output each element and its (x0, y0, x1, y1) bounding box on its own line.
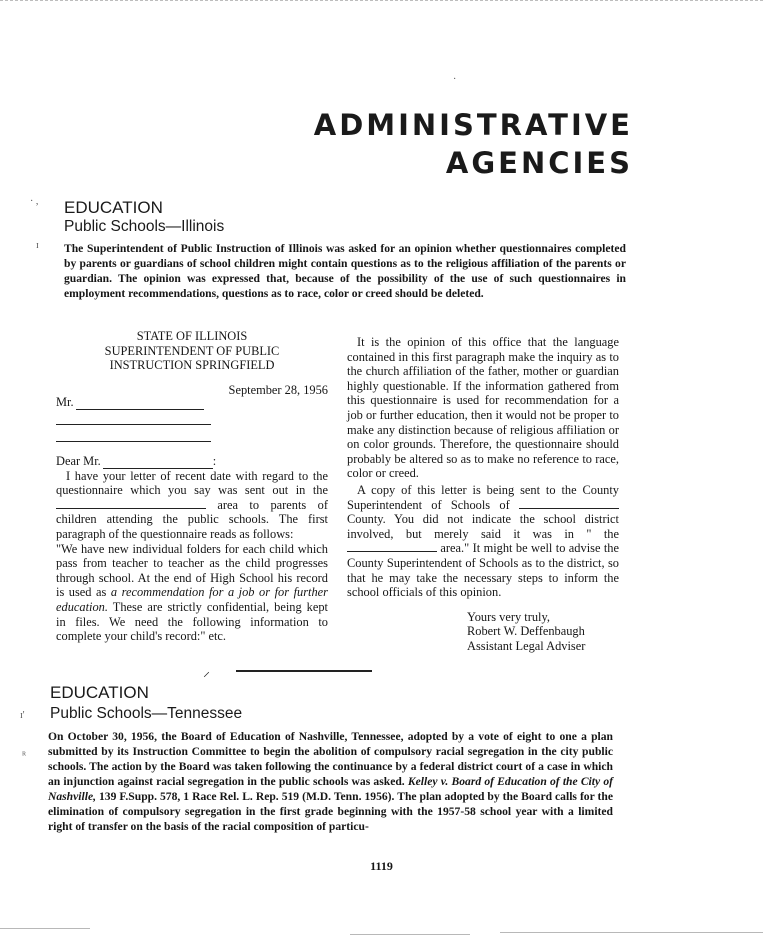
letter-opinion-paragraph: It is the opinion of this office that the language contained in this first paragraph make the inquiry as to the church affiliation of the father, mother or guardian highly questionable. If the information gathered from this questionnaire is used for recommendation for a job or further education, then it would not be proper to make any distinction because of religious affiliation or on color grounds. Therefore, the questionnaire should probably be altered so as to make no reference to race, color or creed. (347, 335, 619, 481)
letter-para1-part-a: I have your letter of recent date with regard to the questionnaire which you say was sent out in the (56, 468, 328, 498)
quote-part-a: "We have new individual folders for each child which pass from teacher to teacher as the child progresses through school. At the end of High School his record is used as (56, 541, 328, 600)
page-title-line2: AGENCIES (445, 146, 633, 180)
area-blank (56, 498, 206, 509)
margin-mark: ᴿ (22, 750, 27, 761)
letterhead-line1: STATE OF ILLINOIS (136, 329, 248, 343)
scan-edge-line (500, 932, 763, 933)
letterhead-line3: INSTRUCTION SPRINGFIELD (109, 358, 275, 373)
separator-mark: ⸝ (203, 665, 210, 680)
salutation-blank (103, 458, 213, 469)
section1-summary: The Superintendent of Public Instruction of Illinois was asked for an opinion whether questionnaires completed by parents or guardians of school children might contain questions as to the religious affiliation of the parents or guardian. The opinion was expressed that, because of the possibility of the use of such questionnaires in employment recommendations, questions as to race, color or creed should be deleted. (64, 242, 626, 300)
section2-text-a: On October 30, 1956, the Board of Education of Nashville, Tennessee, adopted by a vote of eight to one a plan submitted by its Instruction Committee to begin the abolition of compulsory racial segregation in the city public schools. The action by the Board was taken following the continuance by a federal district court of a case in which an injunction against racial segregation in the public schools was asked. (48, 730, 613, 788)
letter-closing: Yours very truly, (467, 609, 550, 624)
county-blank (519, 498, 619, 509)
stray-mark: · (453, 74, 457, 85)
scan-edge-line (350, 934, 470, 935)
signer-title: Assistant Legal Adviser (467, 638, 586, 653)
copy-para-part-a: A copy of this letter is being sent to the County Superintendent of Schools of (347, 482, 619, 512)
questionnaire-quote (56, 542, 328, 644)
margin-mark: ɪ' (20, 710, 25, 721)
addressee-blank (76, 399, 204, 410)
section1-heading: EDUCATION (64, 198, 163, 217)
copy-para-part-b: County. You did not indicate the school district involved, but merely said it was in " the (347, 512, 619, 541)
copy-para-part-c: area." It might be well to advise the County Superintendent of Schools as to the district, so that he may take the necessary steps to inform the school officials of this opinion. (347, 541, 619, 600)
address-blank-line (56, 410, 211, 425)
letter-right-column (347, 335, 619, 653)
letter-date: September 28, 1956 (228, 382, 328, 397)
salutation-suffix: : (212, 453, 217, 468)
section2-heading: EDUCATION (50, 683, 149, 702)
quote-italic: a recommendation for a job or for further education. (56, 585, 328, 614)
margin-mark: ɪ (36, 240, 39, 251)
quote-part-b: These are strictly confidential, being kept in files. We need the following information to complete your child's record:" etc. (56, 599, 329, 644)
addressee-line (56, 395, 328, 410)
salutation-prefix: Dear Mr. (56, 453, 101, 468)
addressee-prefix: Mr. (56, 395, 74, 410)
letter-paragraph-1 (56, 469, 328, 542)
section-separator (236, 670, 372, 672)
page-title-line1: ADMINISTRATIVE (313, 108, 633, 142)
letter-left-column (56, 329, 328, 644)
scan-edge-line (0, 928, 90, 929)
address-blank-line (56, 427, 211, 442)
letterhead-line2: SUPERINTENDENT OF PUBLIC (104, 343, 280, 358)
page-number: 1119 (370, 859, 393, 873)
page-top-edge (0, 0, 763, 2)
margin-mark: · , (30, 196, 39, 207)
section2-body (48, 729, 613, 834)
signer-name: Robert W. Deffenbaugh (467, 624, 585, 639)
salutation-line (56, 454, 328, 469)
section1-subheading: Public Schools—Illinois (64, 218, 225, 235)
section2-text-b: 139 F.Supp. 578, 1 Race Rel. L. Rep. 519 (M.D. Tenn. 1956). The plan adopted by the Board calls for the elimination of compulsory segregation in the first grade beginning with the 1957-58 school year with a limited right of transfer on the basis of the racial composition of particu- (48, 790, 613, 833)
letter-copy-paragraph (347, 483, 619, 600)
section2-subheading: Public Schools—Tennessee (50, 705, 243, 722)
case-citation: Kelley v. Board of Education of the City of Nashville, (48, 775, 613, 803)
letter-para1-part-b: area to parents of children attending the public schools. The first paragraph of the questionnaire reads as follows: (56, 497, 328, 541)
area-blank-2 (347, 541, 437, 552)
